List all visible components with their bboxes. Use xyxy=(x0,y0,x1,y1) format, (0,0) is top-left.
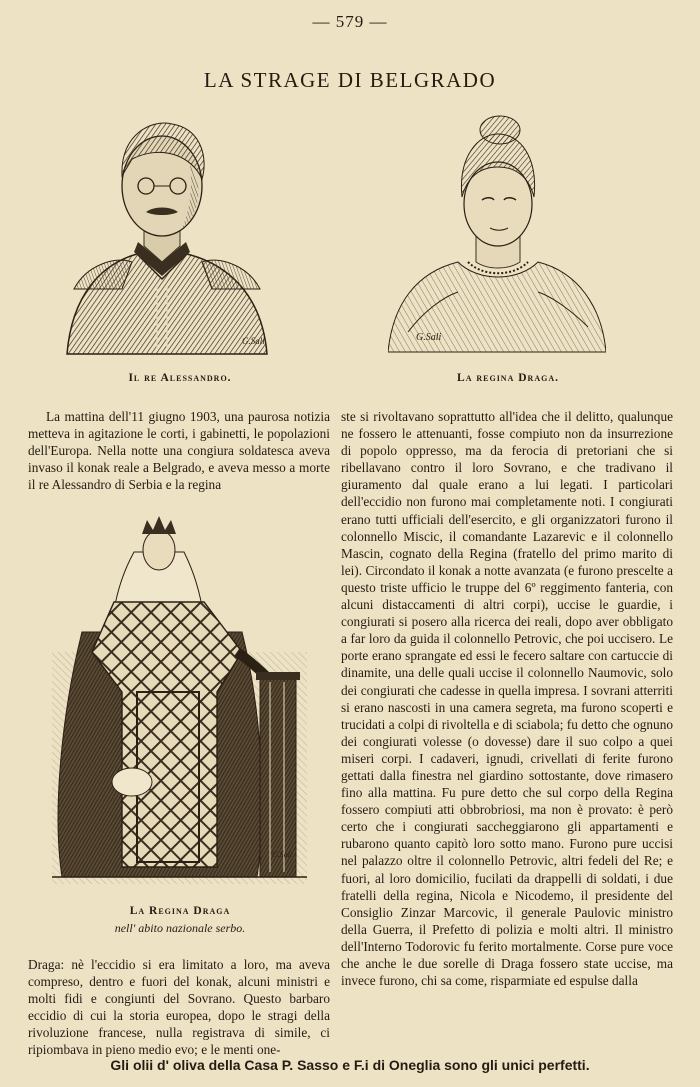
article-left-bottom xyxy=(28,956,330,1059)
queen-signature: G.Sali xyxy=(416,332,442,343)
article-paragraph: La mattina dell'11 giugno 1903, una paurosa notizia metteva in agitazione le corti, i gabinetti, le popolazioni dell'Europa. Nella notte una congiura soldatesca aveva invaso il konak reale a Belgrado, e aveva messo a morte il re Alessandro di Serbia e la regina xyxy=(28,409,330,493)
portrait-king-engraving-icon xyxy=(62,104,272,366)
footer-advert: Gli olii d' oliva della Casa P. Sasso e F.i di Oneglia sono gli unici perfetti. xyxy=(110,1057,590,1073)
portrait-queen-engraving-icon xyxy=(388,112,606,364)
king-signature: G.Sali xyxy=(242,336,265,346)
queen-caption: La regina Draga. xyxy=(457,372,559,384)
dress-caption: La Regina Draga xyxy=(129,905,231,917)
dress-subcaption: nell' abito nazionale serbo. xyxy=(114,921,246,935)
page-title: LA STRAGE DI BELGRADO xyxy=(203,68,497,92)
king-caption: Il re Alessandro. xyxy=(128,372,232,384)
article-paragraph: ste si rivoltavano soprattutto all'idea che il delitto, qualunque ne fossero le attenuanti, fosse compiuto non da insurrezione di popolo oppresso, ma da ferocia di pretoriani che si ribellavano contro il loro Sovrano, e che tradivano il giuramento dal quale erano a lui legati. I particolari dell'eccidio non furono mai completamente noti. I congiurati erano tutti ufficiali dell'esercito, e gli organizzatori furono il colonnello Miscic, il comandante Lazarevic e il colonnello Mascin, cognato della Regina (fratello del primo marito di lei). Circondato il konak a notte avanzata (e furono prescelte a questo triste ufficio le truppe del 6º reggimento fanteria, con alcuni distaccamenti di altri corpi), uccise le guardie, i congiurati si posero alla ricerca dei reali, dopo aver obbligato a far loro da guida il colonnello Petrovic, che poi uccisero. Le porte erano sprangate ed essi le fecero saltare con cartuccie di dinamite, una delle quali uccise il colonnello Naumovic, solo dei congiurati che cadesse in quella impresa. I sovrani atterriti si erano nascosti in una camera segreta, ma furono scoperti e trucidati a colpi di rivoltella e di sciabola; fu detto che ognuno dei congiurati volesse (o dovesse) dare il suo colpo a quei miseri corpi. I cadaveri, ignudi, crivellati di ferite furono gettati dalla finestra nel giardino sottostante, dove rimasero fino alla mattina. Fu pure detto che sul corpo della Regina fossero compiuti atti obbrobriosi, ma non è provato: è però certo che i congiurati saccheggiarono gli appartamenti e rubarono quanto capitò loro sotto mano. Furono pure uccisi nel palazzo oltre il colonnello Petrovic, altri fedeli del Re; e fuori, al loro domicilio, fucilati da drappelli di soldati, i due fratelli della regina, Nicola e Nicodemo, il presidente del Consiglio Zinzar Marcovic, il generale Paulovic ministro della Guerra, il Prefetto di polizia e molti altri. Il ministro dell'Interno Todorovic fu ferito mortalmente. Corse pure voce che anche le due sorelle di Draga fossero state uccise, ma invece furono, chi sa come, risparmiate ed espulse dalla xyxy=(341,409,673,989)
queen-national-dress-engraving-icon xyxy=(52,512,307,884)
article-paragraph: Draga: nè l'eccidio si era limitato a loro, ma aveva compreso, dentro e fuori del konak, alcuni ministri e molti fidi e congiunti del Sovrano. Questo barbaro eccidio di cui la storia europea, dopo le stragi della rivoluzione francese, nulla registrava di simile, ci ripiombava in pieno medio evo; e le menti one- xyxy=(28,957,330,1058)
article-right xyxy=(341,408,673,989)
dress-signature: G.Sali xyxy=(272,850,293,859)
article-left-top xyxy=(28,408,330,493)
page-number: — 579 — xyxy=(312,12,388,31)
